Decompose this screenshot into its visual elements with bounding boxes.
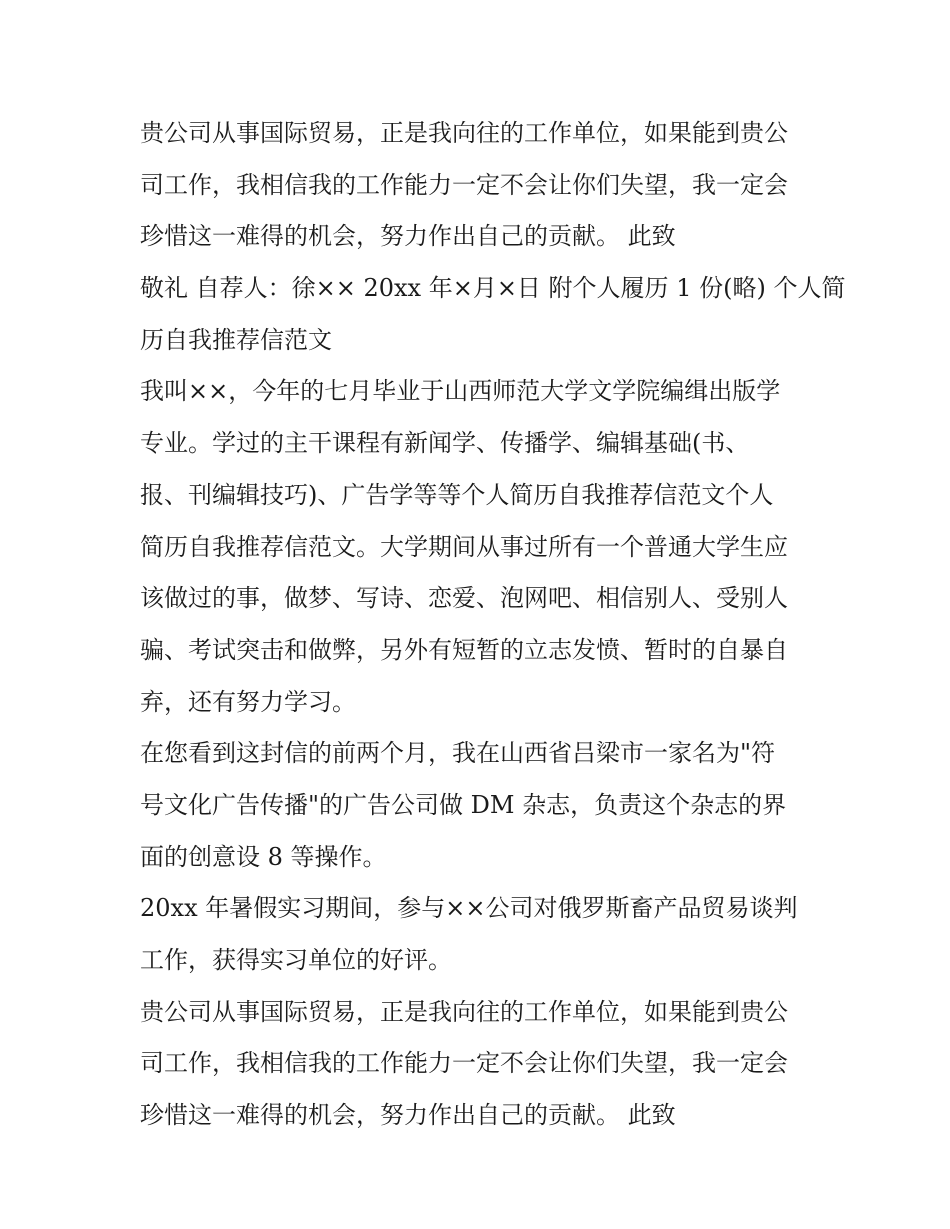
text-line: 司工作，我相信我的工作能力一定不会让你们失望，我一定会 <box>140 170 788 199</box>
text-line: 面的创意设 8 等操作。 <box>140 842 387 871</box>
text-line: 简历自我推荐信范文。大学期间从事过所有一个普通大学生应 <box>140 532 788 561</box>
text-line: 贵公司从事国际贸易，正是我向往的工作单位，如果能到贵公 <box>140 119 788 147</box>
text-line: 骗、考试突击和做弊，另外有短暂的立志发愤、暂时的自暴自 <box>140 635 788 664</box>
text-line: 贵公司从事国际贸易，正是我向往的工作单位，如果能到贵公 <box>140 997 788 1026</box>
text-line: 珍惜这一难得的机会，努力作出自己的贡献。 此致 <box>140 222 676 251</box>
letter-body <box>140 108 846 1142</box>
text-line: 历自我推荐信范文 <box>140 325 332 354</box>
text-line: 该做过的事，做梦、写诗、恋爱、泡网吧、相信别人、受别人 <box>140 584 788 613</box>
text-line: 20xx 年暑假实习期间，参与××公司对俄罗斯畜产品贸易谈判 <box>140 894 798 923</box>
text-line: 我叫××，今年的七月毕业于山西师范大学文学院编缉出版学 <box>140 377 781 406</box>
text-line: 专业。学过的主干课程有新闻学、传播学、编辑基础(书、 <box>140 429 750 458</box>
text-line: 珍惜这一难得的机会，努力作出自己的贡献。 此致 <box>140 1101 676 1130</box>
text-line: 司工作，我相信我的工作能力一定不会让你们失望，我一定会 <box>140 1049 788 1078</box>
text-line: 号文化广告传播"的广告公司做 DM 杂志，负责这个杂志的界 <box>140 790 787 819</box>
text-line: 敬礼 自荐人：徐×× 20xx 年×月×日 附个人履历 1 份(略) 个人简 <box>140 274 846 303</box>
text-line: 报、刊编辑技巧)、广告学等等个人简历自我推荐信范文个人 <box>140 480 774 509</box>
text-line: 弃，还有努力学习。 <box>140 687 356 716</box>
text-line: 在您看到这封信的前两个月，我在山西省吕梁市一家名为"符 <box>140 739 776 768</box>
text-line: 工作，获得实习单位的好评。 <box>140 946 452 974</box>
